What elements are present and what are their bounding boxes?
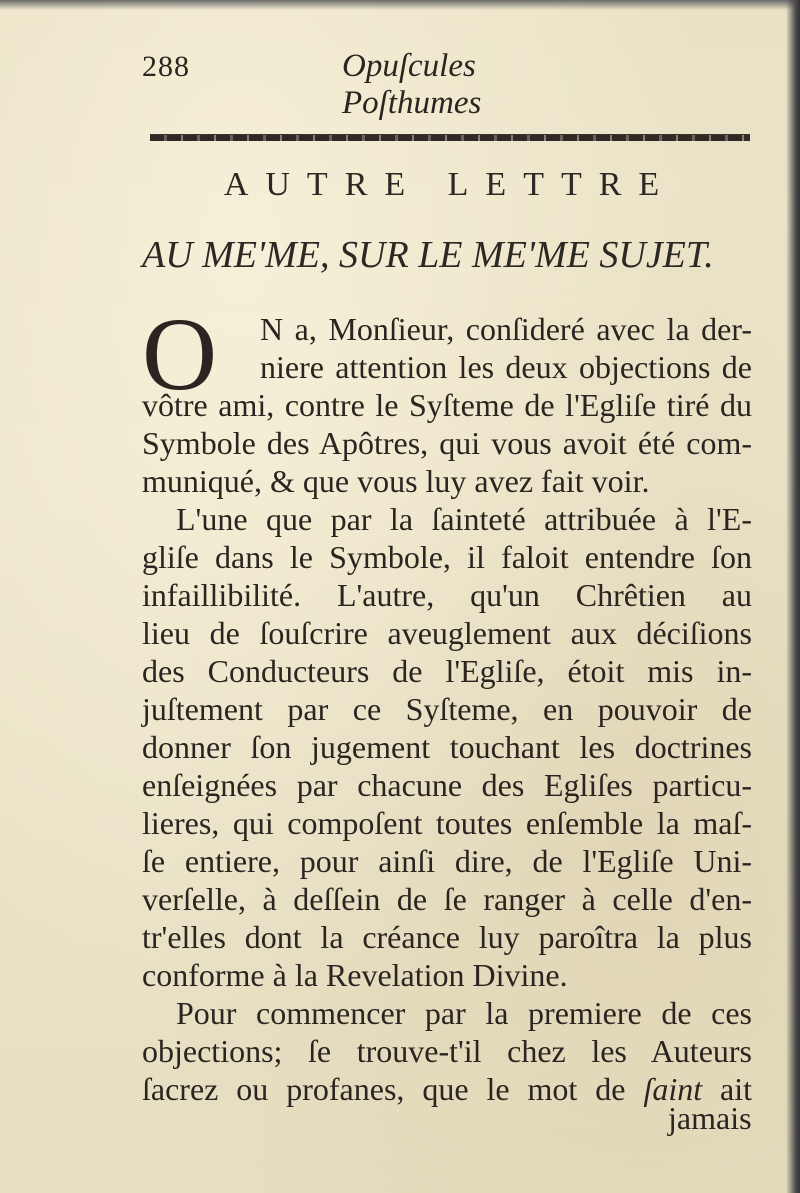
text-line-end: ait bbox=[720, 1071, 753, 1107]
text-line: L'une que par la ſainteté attribuée à l'E- bbox=[176, 501, 752, 537]
text-line: Symbole des Apôtres, qui vous avoit été com- bbox=[142, 425, 752, 461]
letter-heading: AUTRE LETTRE bbox=[223, 166, 677, 203]
text-line: conforme à la Revelation Divine. bbox=[142, 957, 568, 993]
text-line: verſelle, à deſſein de ſe ranger à celle d'en- bbox=[142, 881, 752, 917]
text-line-final bbox=[142, 1070, 752, 1108]
text-line-start: ſacrez ou profanes, que le mot de bbox=[142, 1071, 626, 1107]
scan-edge-top bbox=[0, 0, 800, 10]
ornamental-rule bbox=[150, 134, 750, 141]
text-line: vôtre ami, contre le Syſteme de l'Egliſe tiré du bbox=[142, 387, 752, 423]
text-line: objections; ſe trouve-t'il chez les Auteurs bbox=[142, 1033, 752, 1069]
text-line: donner ſon jugement touchant les doctrines bbox=[142, 729, 752, 765]
italic-word: ſaint bbox=[643, 1071, 703, 1107]
text-line: des Conducteurs de l'Egliſe, étoit mis in- bbox=[142, 653, 752, 689]
scan-edge-right bbox=[786, 0, 800, 1193]
text-line: lieres, qui compoſent toutes enſemble la maſ- bbox=[142, 805, 752, 841]
text-line: juſtement par ce Syſteme, en pouvoir de bbox=[142, 691, 752, 727]
page-number: 288 bbox=[142, 50, 190, 83]
text-line: enſeignées par chacune des Egliſes particu- bbox=[142, 767, 752, 803]
running-head bbox=[142, 48, 622, 121]
text-line: ſe entiere, pour ainſi dire, de l'Egliſe Uni- bbox=[142, 843, 752, 879]
text-line: tr'elles dont la créance luy paroîtra la plus bbox=[142, 919, 752, 955]
drop-cap: O bbox=[142, 297, 218, 412]
text-line: Pour commencer par la premiere de ces bbox=[176, 995, 752, 1031]
text-line: niere attention les deux objections de bbox=[260, 349, 752, 385]
book-title: Opuſcules Poſthumes bbox=[342, 48, 482, 121]
text-line: infaillibilité. L'autre, qu'un Chrêtien au bbox=[142, 577, 752, 613]
text-line: gliſe dans le Symbole, il faloit entendre ſon bbox=[142, 539, 752, 575]
text-line: lieu de ſouſcrire aveuglement aux déciſions bbox=[142, 615, 752, 651]
text-line: N a, Monſieur, conſideré avec la der- bbox=[260, 311, 752, 347]
catchword: jamais bbox=[668, 1100, 752, 1136]
text-line: muniqué, & que vous luy avez fait voir. bbox=[142, 463, 650, 499]
letter-subheading: AU ME'ME, SUR LE ME'ME SUJET. bbox=[142, 234, 714, 276]
